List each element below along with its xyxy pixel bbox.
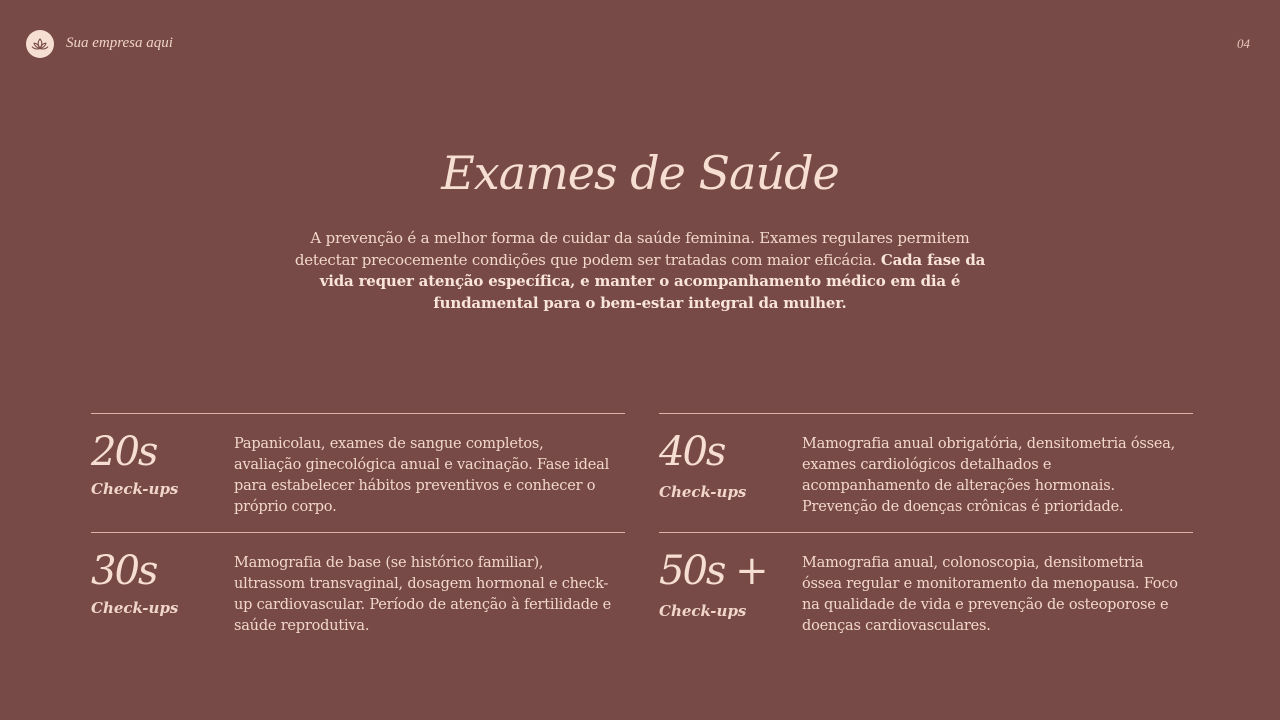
checkup-tag: Check-ups [91,599,179,617]
company-logo [26,30,54,58]
company-name: Sua empresa aqui [66,35,173,51]
card-30s [91,532,625,634]
checkup-tag: Check-ups [91,480,179,498]
card-description: Mamografia anual obrigatória, densitometria óssea, exames cardiológicos detalhados e acompanhamento de alterações hormonais. Prevenção de doenças crônicas é prioridade. [802,436,1176,515]
age-label: 40s [659,429,725,475]
checkup-tag: Check-ups [659,483,747,501]
intro-regular-text: A prevenção é a melhor forma de cuidar da saúde feminina. Exames regulares permitem detectar precocemente condições que podem ser tratadas com maior eficácia. [294,229,970,269]
card-40s [659,413,1193,515]
card-description: Mamografia de base (se histórico familiar), ultrassom transvaginal, dosagem hormonal e check-up cardiovascular. Período de atenção à fertilidade e saúde reprodutiva. [234,555,611,634]
age-label: 20s [91,429,157,475]
page-title: Exames de Saúde [441,146,839,200]
intro-bold-text: Cada fase da vida requer atenção específica, e manter o acompanhamento médico em dia é fundamental para o bem-estar integral da mulher. [319,250,986,312]
card-50s-plus [659,532,1193,634]
age-label: 50s + [659,548,767,594]
intro-paragraph [290,228,990,314]
page-number: 04 [1237,36,1250,51]
checkup-tag: Check-ups [659,602,747,620]
age-label: 30s [91,548,157,594]
card-description: Mamografia anual, colonoscopia, densitometria óssea regular e monitoramento da menopausa. Foco na qualidade de vida e prevenção de osteoporose e doenças cardiovasculares. [802,555,1178,634]
lotus-icon [31,37,49,51]
card-20s [91,413,625,515]
card-description: Papanicolau, exames de sangue completos, avaliação ginecológica anual e vacinação. Fase ideal para estabelecer hábitos preventivos e conhecer o próprio corpo. [234,436,610,515]
